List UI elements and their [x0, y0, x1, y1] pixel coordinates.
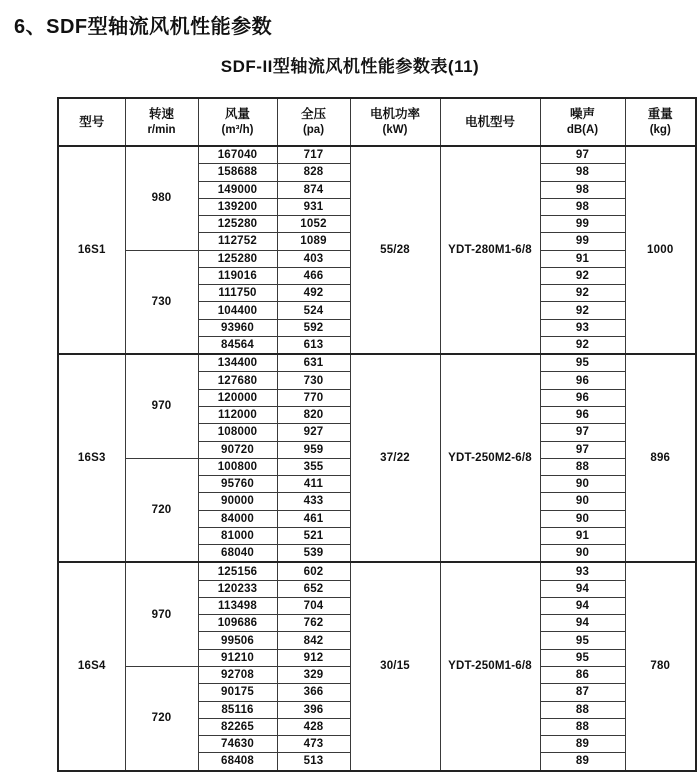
- airflow-cell: 74630: [198, 736, 277, 753]
- speed-cell: 720: [125, 458, 198, 562]
- pressure-cell: 762: [277, 615, 350, 632]
- airflow-cell: 81000: [198, 527, 277, 544]
- airflow-cell: 90720: [198, 441, 277, 458]
- col-header-weight: [625, 98, 696, 146]
- col-header-model: [58, 98, 125, 146]
- motor-cell: YDT-250M2-6/8: [440, 354, 540, 562]
- noise-cell: 96: [540, 372, 625, 389]
- pressure-cell: 613: [277, 336, 350, 354]
- table-body: [58, 146, 696, 771]
- noise-cell: 89: [540, 736, 625, 753]
- airflow-cell: 113498: [198, 597, 277, 614]
- noise-cell: 98: [540, 198, 625, 215]
- airflow-cell: 125156: [198, 562, 277, 580]
- header-row: [58, 98, 696, 146]
- noise-cell: 98: [540, 181, 625, 198]
- noise-cell: 93: [540, 562, 625, 580]
- airflow-cell: 127680: [198, 372, 277, 389]
- col-header-sub: r/min: [147, 123, 176, 136]
- pressure-cell: 828: [277, 164, 350, 181]
- airflow-cell: 125280: [198, 250, 277, 267]
- pressure-cell: 592: [277, 319, 350, 336]
- airflow-cell: 100800: [198, 458, 277, 475]
- col-header-noise: [540, 98, 625, 146]
- pressure-cell: 602: [277, 562, 350, 580]
- noise-cell: 94: [540, 597, 625, 614]
- weight-cell: 780: [625, 562, 696, 770]
- pressure-cell: 820: [277, 406, 350, 423]
- airflow-cell: 120000: [198, 389, 277, 406]
- airflow-cell: 92708: [198, 666, 277, 683]
- airflow-cell: 149000: [198, 181, 277, 198]
- weight-cell: 896: [625, 354, 696, 562]
- airflow-cell: 125280: [198, 216, 277, 233]
- pressure-cell: 717: [277, 146, 350, 164]
- power-cell: 30/15: [350, 562, 440, 770]
- col-header-label: 噪声: [569, 107, 595, 122]
- pressure-cell: 927: [277, 424, 350, 441]
- speed-cell: 970: [125, 354, 198, 458]
- col-header-sub: (m³/h): [221, 123, 254, 136]
- noise-cell: 90: [540, 493, 625, 510]
- noise-cell: 99: [540, 216, 625, 233]
- table-row: [58, 562, 696, 580]
- airflow-cell: 167040: [198, 146, 277, 164]
- airflow-cell: 104400: [198, 302, 277, 319]
- noise-cell: 97: [540, 441, 625, 458]
- col-header-motor: [440, 98, 540, 146]
- noise-cell: 87: [540, 684, 625, 701]
- pressure-cell: 842: [277, 632, 350, 649]
- table-row: [58, 146, 696, 164]
- airflow-cell: 85116: [198, 701, 277, 718]
- weight-cell: 1000: [625, 146, 696, 354]
- noise-cell: 96: [540, 406, 625, 423]
- performance-table: [57, 97, 697, 772]
- noise-cell: 94: [540, 580, 625, 597]
- noise-cell: 90: [540, 545, 625, 563]
- table-row: [58, 354, 696, 372]
- model-cell: 16S1: [58, 146, 125, 354]
- col-header-sub: dB(A): [566, 123, 599, 136]
- airflow-cell: 99506: [198, 632, 277, 649]
- pressure-cell: 473: [277, 736, 350, 753]
- power-cell: 55/28: [350, 146, 440, 354]
- pressure-cell: 1052: [277, 216, 350, 233]
- pressure-cell: 433: [277, 493, 350, 510]
- noise-cell: 86: [540, 666, 625, 683]
- speed-cell: 980: [125, 146, 198, 250]
- col-header-pressure: [277, 98, 350, 146]
- col-header-label: 电机型号: [464, 114, 515, 129]
- airflow-cell: 120233: [198, 580, 277, 597]
- noise-cell: 88: [540, 701, 625, 718]
- col-header-label: 电机功率: [369, 107, 420, 122]
- pressure-cell: 959: [277, 441, 350, 458]
- airflow-cell: 119016: [198, 267, 277, 284]
- col-header-airflow: [198, 98, 277, 146]
- noise-cell: 95: [540, 632, 625, 649]
- pressure-cell: 631: [277, 354, 350, 372]
- pressure-cell: 521: [277, 527, 350, 544]
- airflow-cell: 82265: [198, 718, 277, 735]
- motor-cell: YDT-250M1-6/8: [440, 562, 540, 770]
- pressure-cell: 403: [277, 250, 350, 267]
- airflow-cell: 93960: [198, 319, 277, 336]
- airflow-cell: 90000: [198, 493, 277, 510]
- noise-cell: 92: [540, 302, 625, 319]
- noise-cell: 92: [540, 336, 625, 354]
- col-header-speed: [125, 98, 198, 146]
- airflow-cell: 139200: [198, 198, 277, 215]
- speed-cell: 720: [125, 666, 198, 770]
- col-header-sub: (kW): [382, 123, 408, 136]
- pressure-cell: 730: [277, 372, 350, 389]
- noise-cell: 93: [540, 319, 625, 336]
- airflow-cell: 95760: [198, 476, 277, 493]
- noise-cell: 92: [540, 267, 625, 284]
- pressure-cell: 466: [277, 267, 350, 284]
- col-header-label: 型号: [79, 114, 105, 129]
- motor-cell: YDT-280M1-6/8: [440, 146, 540, 354]
- pressure-cell: 770: [277, 389, 350, 406]
- power-cell: 37/22: [350, 354, 440, 562]
- pressure-cell: 428: [277, 718, 350, 735]
- col-header-label: 全压: [300, 107, 326, 122]
- pressure-cell: 652: [277, 580, 350, 597]
- noise-cell: 94: [540, 615, 625, 632]
- noise-cell: 90: [540, 476, 625, 493]
- airflow-cell: 112000: [198, 406, 277, 423]
- speed-cell: 970: [125, 562, 198, 666]
- table-header: [58, 98, 696, 146]
- model-cell: 16S4: [58, 562, 125, 770]
- noise-cell: 88: [540, 718, 625, 735]
- pressure-cell: 355: [277, 458, 350, 475]
- pressure-cell: 492: [277, 285, 350, 302]
- airflow-cell: 68408: [198, 753, 277, 771]
- pressure-cell: 411: [277, 476, 350, 493]
- noise-cell: 90: [540, 510, 625, 527]
- pressure-cell: 704: [277, 597, 350, 614]
- page-title: 6、SDF型轴流风机性能参数: [14, 16, 273, 38]
- airflow-cell: 112752: [198, 233, 277, 250]
- airflow-cell: 111750: [198, 285, 277, 302]
- airflow-cell: 84000: [198, 510, 277, 527]
- col-header-sub: (pa): [302, 123, 325, 136]
- pressure-cell: 524: [277, 302, 350, 319]
- noise-cell: 96: [540, 389, 625, 406]
- pressure-cell: 931: [277, 198, 350, 215]
- speed-cell: 730: [125, 250, 198, 354]
- table-title: SDF-II型轴流风机性能参数表(11): [220, 57, 480, 76]
- noise-cell: 99: [540, 233, 625, 250]
- col-header-label: 转速: [148, 107, 174, 122]
- airflow-cell: 158688: [198, 164, 277, 181]
- airflow-cell: 84564: [198, 336, 277, 354]
- col-header-label: 重量: [647, 107, 673, 122]
- pressure-cell: 874: [277, 181, 350, 198]
- airflow-cell: 109686: [198, 615, 277, 632]
- noise-cell: 97: [540, 424, 625, 441]
- col-header-power: [350, 98, 440, 146]
- model-cell: 16S3: [58, 354, 125, 562]
- pressure-cell: 461: [277, 510, 350, 527]
- airflow-cell: 108000: [198, 424, 277, 441]
- pressure-cell: 513: [277, 753, 350, 771]
- pressure-cell: 396: [277, 701, 350, 718]
- noise-cell: 91: [540, 527, 625, 544]
- airflow-cell: 91210: [198, 649, 277, 666]
- noise-cell: 92: [540, 285, 625, 302]
- airflow-cell: 134400: [198, 354, 277, 372]
- airflow-cell: 68040: [198, 545, 277, 563]
- noise-cell: 98: [540, 164, 625, 181]
- noise-cell: 95: [540, 649, 625, 666]
- noise-cell: 89: [540, 753, 625, 771]
- col-header-label: 风量: [224, 107, 250, 122]
- noise-cell: 91: [540, 250, 625, 267]
- noise-cell: 97: [540, 146, 625, 164]
- pressure-cell: 912: [277, 649, 350, 666]
- pressure-cell: 1089: [277, 233, 350, 250]
- pressure-cell: 329: [277, 666, 350, 683]
- noise-cell: 95: [540, 354, 625, 372]
- pressure-cell: 539: [277, 545, 350, 563]
- airflow-cell: 90175: [198, 684, 277, 701]
- col-header-sub: (kg): [649, 123, 671, 136]
- noise-cell: 88: [540, 458, 625, 475]
- pressure-cell: 366: [277, 684, 350, 701]
